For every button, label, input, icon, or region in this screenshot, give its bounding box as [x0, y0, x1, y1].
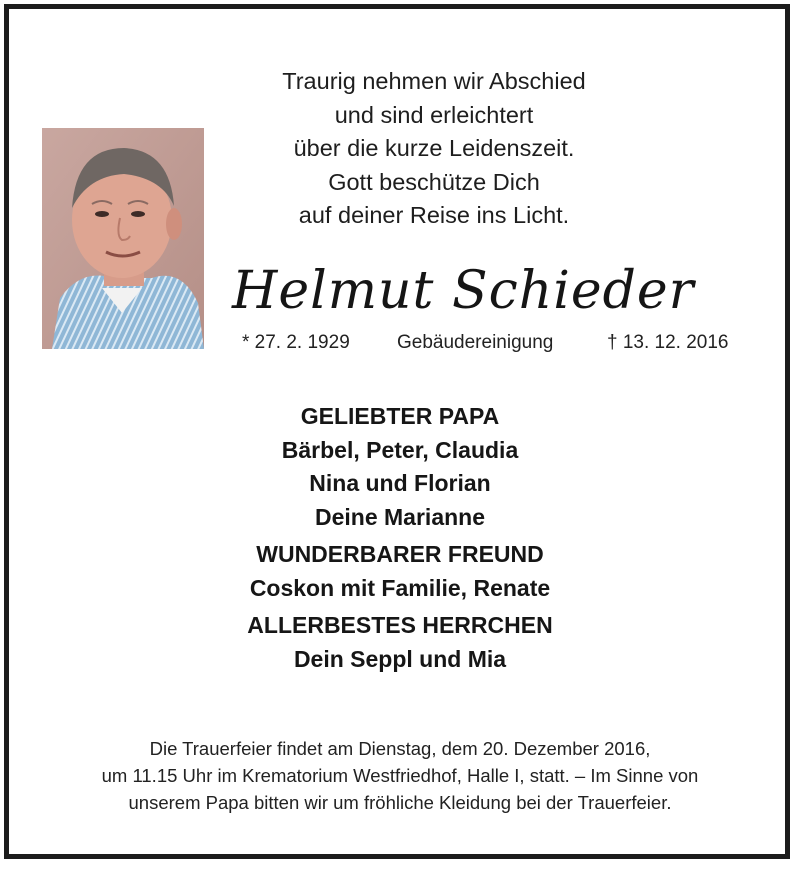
deceased-name: Helmut Schieder: [232, 261, 695, 321]
mourner-names: Bärbel, Peter, Claudia: [281, 436, 519, 463]
poem-line: Gott beschütze Dich: [328, 168, 540, 195]
mourner-names: Coskon mit Familie, Renate: [249, 574, 551, 601]
funeral-notice: [40, 735, 760, 816]
mourner-names: Deine Marianne: [315, 503, 485, 530]
profession: Gebäudereinigung: [397, 332, 554, 353]
notice-line: Die Trauerfeier findet am Dienstag, dem 20. Dezember 2016,: [149, 738, 651, 759]
birth-date: * 27. 2. 1929: [242, 332, 350, 353]
poem-line: auf deiner Reise ins Licht.: [298, 202, 570, 228]
mourner-heading: ALLERBESTES HERRCHEN: [247, 612, 553, 638]
poem-line: und sind erleichtert: [334, 101, 534, 128]
poem: [209, 65, 659, 233]
mourner-names: Nina und Florian: [309, 470, 491, 496]
notice-line: unserem Papa bitten wir um fröhliche Kleidung bei der Trauerfeier.: [128, 792, 672, 813]
mourner-names: Dein Seppl und Mia: [293, 645, 507, 672]
notice-line: um 11.15 Uhr im Krematorium Westfriedhof, Halle I, statt. – Im Sinne von: [101, 765, 699, 786]
poem-line: über die kurze Leidenszeit.: [293, 135, 575, 161]
mourner-heading: GELIEBTER PAPA: [300, 403, 500, 429]
death-date: † 13. 12. 2016: [607, 332, 729, 353]
portrait-image: [42, 128, 204, 349]
portrait-photo: [42, 128, 204, 349]
poem-line: Traurig nehmen wir Abschied: [282, 68, 586, 94]
mourner-heading: WUNDERBARER FREUND: [256, 541, 544, 567]
mourners-list: [100, 400, 700, 676]
